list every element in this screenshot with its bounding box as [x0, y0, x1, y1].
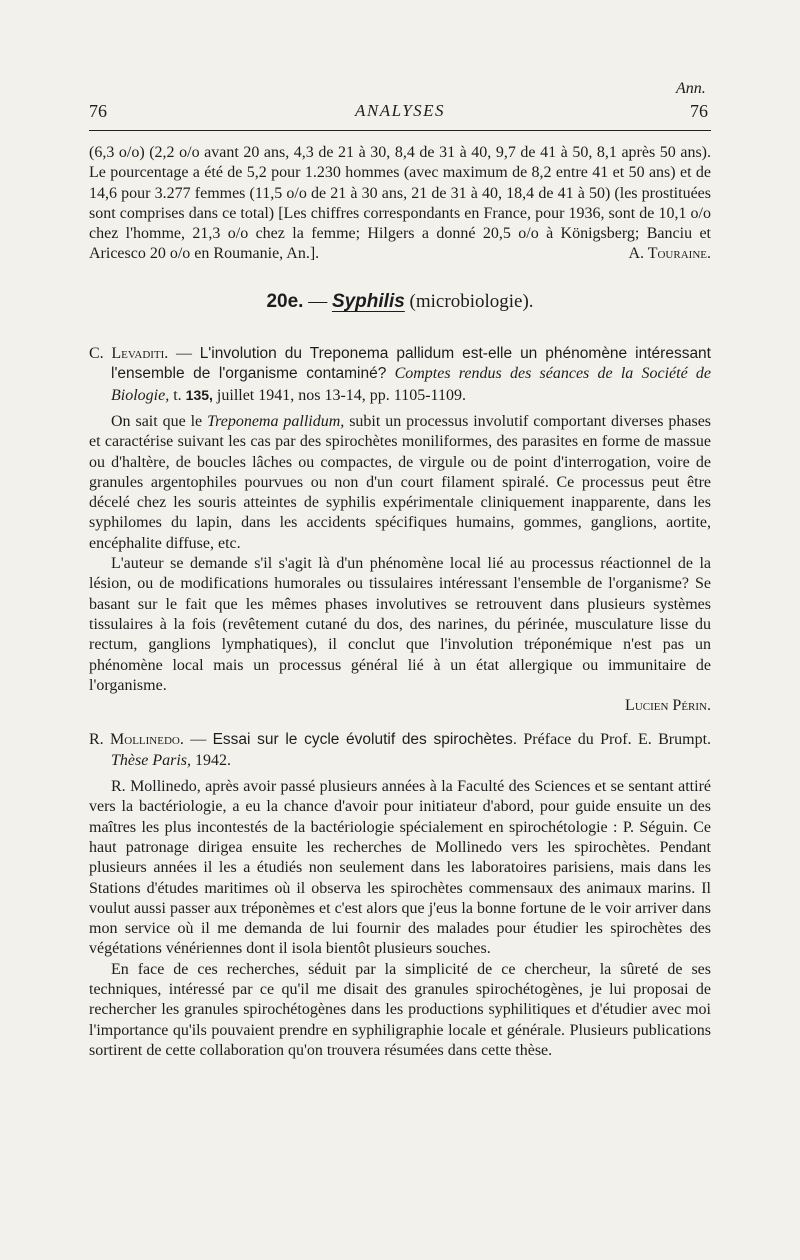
entry-paragraph [89, 412, 711, 554]
entry-signature: Lucien Périn. [625, 697, 711, 715]
page-number-right: 76 [690, 101, 708, 121]
entry-paragraph-italic: Treponema pallidum, [207, 412, 345, 430]
entry-volume-prefix: t. [173, 386, 182, 404]
entry-2-journal: Thèse Paris, [111, 751, 191, 769]
entry-details: juillet 1941, nos 13-14, pp. 1105-1109. [216, 386, 466, 404]
header-journal-abbrev: Ann. [676, 80, 706, 97]
entry-2-year: 1942. [195, 751, 231, 769]
entry-journal: Comptes rendus des séances de la Société de Biologie, [111, 365, 712, 404]
entry-2-author: R. Mollinedo. [89, 731, 184, 749]
entry-dash: — [176, 345, 192, 363]
header-rule [89, 130, 711, 131]
entry-paragraph-start: On sait que le [111, 412, 208, 430]
entry-2-title: Essai sur le cycle évolutif des spirochètes. [212, 731, 518, 749]
page-body [89, 143, 711, 1061]
review-signature: A. Touraine. [628, 245, 711, 263]
section-topic: Syphilis [331, 290, 405, 312]
page-number-left: 76 [89, 101, 107, 121]
entry-2-paragraph-2: En face de ces recherches, séduit par la simplicité de ce chercheur, la sûreté de ses techniques, intéressé par ce qu'il me disait des granules spirochétogènes, je lui proposai de rechercher les granules spirochétogènes dans les productions syphilitiques et d'étudier avec moi l'importance qu'ils pouvaient prendre en syphiligraphie locale et générale. Plusieurs publications sortirent de cette collaboration qu'on trouvera résumées dans cette thèse. [89, 960, 711, 1059]
entry-paragraph-2: L'auteur se demande s'il s'agit là d'un phénomène local lié au processus réactionnel de la lésion, ou de modifications humorales ou tissulaires intéressant l'ensemble de l'organisme? Se basant sur le fait que les mêmes phases involutives se retrouvent dans plusieurs systèmes tissulaires à la fois (revêtement cutané du dos, des narines, du périnée, musculature lisse du rectum, ganglions lymphatiques), il conclut que l'involution tréponémique n'est pas un phénomène local mais un processus général lié à un état allergique ou immunitaire de l'organisme. [89, 555, 711, 694]
entry-author: C. Levaditi. [89, 345, 169, 363]
entry-paragraph-rest: subit un processus involutif comportant diverses phases et caractérise suivant les cas par des spirochètes moniliformes, des parasites en forme de massue ou d'haltère, de boucles lâches ou compactes, de virgule ou de point d'interrogation, voire de granules argentophiles pourvues ou non d'un court filament spiralé. Ce processus peut être décelé chez les souris atteintes de syphilis expérimentale cliniquement inapparente, dans les syphilomes du lapin, dans les accidents spécifiques humains, gommes, ganglions, aortite, encéphalite diffuse, etc. [89, 412, 712, 552]
entry-2-paragraph: R. Mollinedo, après avoir passé plusieurs années à la Faculté des Sciences et se sentant attiré vers la bactériologie, a eu la chance d'avoir pour initiateur d'abord, pour guide ensuite un des maîtres les plus incontestés de la bactériologie spécialement en spirochétologie : P. Séguin. Ce haut patronage dirigea ensuite les recherches de Mollinedo vers les spirochètes. Pendant plusieurs années il les a étudiés non seulement dans les laboratoires parisiens, mais dans les Stations d'études maritimes où il observa les spirochètes commensaux des animaux marins. Il voulut aussi passer aux tréponèmes et c'est alors que j'eus la bonne fortune de le voir arriver dans mon service où il me demanda de lui fournir des malades pour étudier les spirochètes des végétations vénériennes dont il isola bientôt plusieurs souches. [89, 778, 711, 958]
entry-title: L'involution du Treponema pallidum est-elle un phénomène intéressant l'ensemble de l'organisme contaminé? [111, 345, 711, 383]
entry-volume: 135, [185, 386, 213, 403]
section-subtitle: (microbiologie). [409, 290, 534, 312]
section-dash: — [308, 290, 328, 312]
entry-2-citation [89, 730, 711, 771]
entry-citation [89, 344, 711, 406]
entry-2-dash: — [190, 731, 207, 749]
section-heading [89, 292, 711, 312]
entry-2-preface: Préface du Prof. E. Brumpt. [523, 731, 712, 749]
review-continuation-text: (6,3 o/o) (2,2 o/o avant 20 ans, 4,3 de 21 à 30, 8,4 de 31 à 40, 9,7 de 41 à 50, 8,1 après 50 ans). Le pourcentage a été de 5,2 pour 1.230 hommes (avec maximum de 8,2 entre 41 et 50 ans) et de 14,6 pour 3.277 femmes (11,5 o/o de 21 à 30 ans, 21 de 31 à 40, 18,4 de 41 à 50) (les prostituées sont comprises dans ce total) [Les chiffres correspondants en France, pour 1936, sont de 10,1 o/o chez l'homme, 21,3 o/o chez la femme; Hilgers a donné 20,5 o/o à Königsberg; Banciu et Aricesco 20 o/o en Roumanie, An.]. [89, 144, 711, 263]
running-title: ANALYSES [354, 101, 446, 120]
section-number: 20e. [266, 290, 304, 312]
